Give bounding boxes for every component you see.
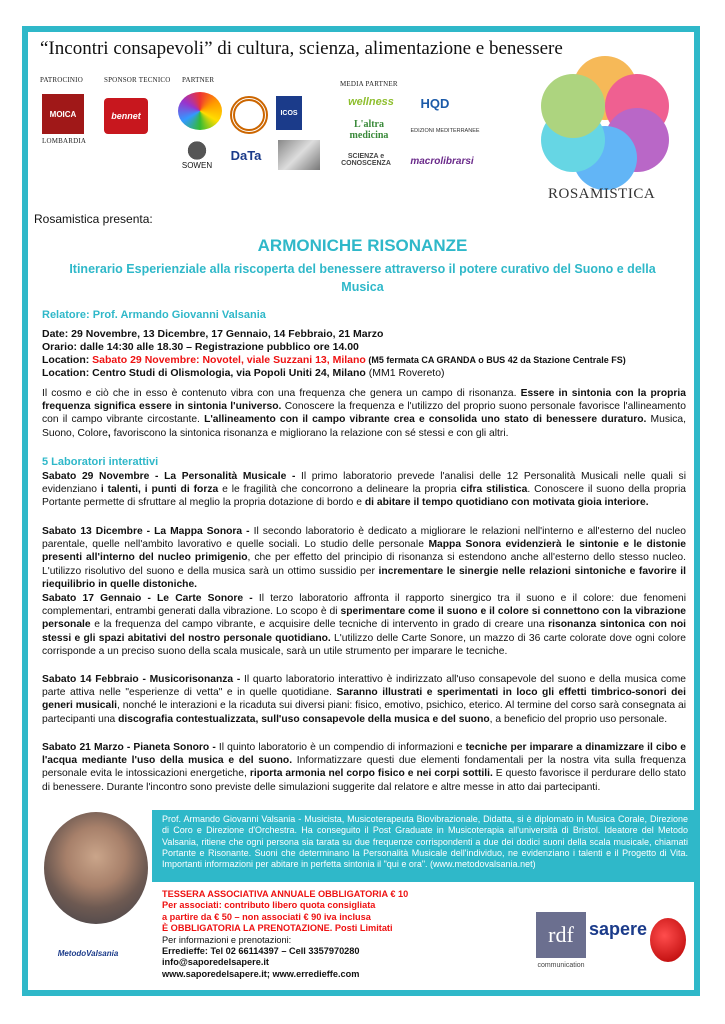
rosamistica-flower-logo — [530, 48, 680, 198]
edizioni-logo: EDIZIONI MEDITERRANEE — [410, 128, 480, 134]
location-2: Location: Centro Studi di Olismologia, via Popoli Uniti 24, Milano (MM1 Rovereto) — [42, 367, 445, 379]
lab-2: Sabato 13 Dicembre - La Mappa Sonora - Il secondo laboratorio è dedicato a migliorare le relazioni nell'interno e all'esterno del nucleo parentale, quelle nell'ambito lavorativo e quelle sociali. Lo studio delle personale Mappa Sonora evidenzierà le sintonie e le distonie presenti all'interno del nucleo primigenio, che per effetto del principio di risonanza si estendono anche all'esterno dello stesso nucleo. L'utilizzo risolutivo del suono e della musica sarà un ottimo sussidio per incrementare le sinergie nelle relazioni sintoniche e favorire il riequilibrio in quelle distoniche. — [42, 526, 687, 590]
metodo-valsania-logo: MetodoValsania — [52, 940, 124, 966]
bennet-logo: bennet — [104, 98, 148, 134]
intro-paragraph: Il cosmo e ciò che in esso è contenuto vibra con una frequenza che genera un campo di risonanza. Essere in sintonia con la propria frequenza significa essere in sintonia l'universo. Conoscere la frequenza e l'utilizzo del proprio suono personale favorisce l'allineamento con il campo vibrante circostante. L'allineamento con il campo vibrante crea e consolida uno stato di benessere duraturo. Musica, Suono, Colore, favoriscono la sintonica risonanza e migliorano la relazione con sé stessi e con gli altri. — [42, 388, 687, 439]
tessera-info — [162, 889, 408, 980]
sapere-logo: sapere — [592, 916, 644, 942]
subtitle: Itinerario Esperienziale alla riscoperta del benessere attraverso il potere curativo del Suono e della Musica — [69, 262, 656, 294]
lab-5: Sabato 21 Marzo - Pianeta Sonoro - Il quinto laboratorio è un compendio di informazioni e tecniche per imparare a dinamizzare il cibo e l'acqua mediante l'uso della musica e del suono. Informatizzare questi due elementi fondamentali per la nostra vita sulla frequenza personale evita le intossicazioni energetiche, riporta armonia nel corpo fisico e nei corpi sottili. E questo favorisce il perdurare dello stato di benessere. Durante l'incontro sono previste delle simulazioni suggerite dal relatore e altre messe in atto dai partecipanti. — [42, 742, 687, 793]
tessera-line: TESSERA ASSOCIATIVA ANNUALE OBBLIGATORIA € 10 — [162, 889, 409, 899]
rosamistica-brand: ROSAMISTICA — [548, 186, 656, 202]
bio-text: Prof. Armando Giovanni Valsania - Musicista, Musicoterapeuta Biovibrazionale, Didatta, si è diplomato in Musica Corale, Direzione di Coro e Direzione d'Orchestra. Ha conseguito il Post Graduate in Musicoterapia all'università di Bristol. Ideatore del Metodo Valsania, ritiene che ogni persona sia tarata su due frequenze corrispondenti a due dei dodici suoni della scala musicale, chiamati Portante e Risonante. Suoni che determinano la Personalità Musicale dell'individuo, ne evidenziano i talenti e il Progetto di Vita. Importanti informazioni per abitare in perfetta sintonia il "qui e ora". (www.metodovalsania.net) — [162, 814, 688, 870]
altra-medicina-logo: L'altra medicina — [349, 119, 389, 141]
sowen-logo: SOWEN — [180, 140, 214, 170]
scienza-conoscenza-logo: SCIENZA e CONOSCENZA — [341, 153, 391, 167]
rdf-logo: rdf — [536, 912, 586, 958]
cherry-icon — [650, 918, 686, 962]
label-media-partner: MEDIA PARTNER — [340, 80, 398, 88]
tessera-line: Per associati: contributo libero quota consigliata — [162, 900, 376, 911]
icos-logo: ICOS — [276, 96, 302, 130]
contacts-email[interactable]: info@saporedelsapere.it — [162, 957, 269, 968]
partner-box-logo — [278, 140, 320, 170]
data-logo: DaTa — [222, 142, 270, 168]
partner-rainbow-logo — [178, 92, 222, 130]
relatore: Relatore: Prof. Armando Giovanni Valsania — [42, 309, 266, 321]
contacts-web[interactable]: www.saporedelsapere.it; www.erredieffe.com — [162, 968, 360, 979]
moica-logo: MOICA — [42, 94, 84, 134]
location-1: Location: Sabato 29 Novembre: Novotel, viale Suzzani 13, Milano (M5 fermata CA GRANDA o BUS 42 da Stazione Centrale FS) — [42, 354, 626, 366]
label-patrocinio: PATROCINIO — [40, 76, 83, 84]
hqd-logo: HQD — [420, 95, 450, 111]
speaker-photo — [44, 812, 148, 924]
label-sponsor: SPONSOR TECNICO — [104, 76, 171, 84]
contacts-intro: Per informazioni e prenotazioni: — [162, 934, 292, 945]
intro-text: Rosamistica presenta: — [34, 212, 153, 226]
contacts-phone: Erredieffe: Tel 02 66114397 – Cell 3357970280 — [162, 946, 360, 957]
macrolibrarsi-logo: macrolibrarsi — [410, 155, 474, 167]
welness-logo: wellness — [348, 96, 394, 108]
lab-3: Sabato 17 Gennaio - Le Carte Sonore - Il terzo laboratorio affronta il rapporto sinergico tra il suono e il colore: due fenomeni complementari, entrambi generati dalla vibrazione. Lo scopo è di sperimentare come il suono e il colore si connettono con la vibrazione personale e la frequenza del campo vibrante, e acquisire delle tecniche di intervento in grado di creare una risonanza sintonica con noi stessi e gli spazi abitativi del nostro personale quotidiano. L'utilizzo delle Carte Sonore, un mazzo di 36 carte colorate dove ogni colore corrisponde a un preciso suono della scala musicale, sarà un utile strumento per imparare le tecniche. — [42, 593, 687, 657]
partner-spiral-logo — [230, 96, 268, 134]
header-title: “Incontri consapevoli” di cultura, scienza, alimentazione e benessere — [40, 38, 563, 59]
tessera-line: a partire da € 50 – non associati € 90 iva inclusa — [162, 911, 371, 922]
labs-title: 5 Laboratori interattivi — [42, 456, 159, 468]
main-title: ARMONICHE RISONANZE — [257, 236, 468, 255]
tessera-line: È OBBLIGATORIA LA PRENOTAZIONE. Posti Limitati — [162, 923, 393, 934]
lab-4: Sabato 14 Febbraio - Musicorisonanza - Il quarto laboratorio interattivo è indirizzato all'uso consapevole del suono e della musica come parte attiva nelle "esperienze di vetta" e in quelle quotidiane. Saranno illustrati e sperimentati in loco gli effetti timbrico-sonori dei generi musicali, nonché le interazioni e la ricaduta sui diversi piani: fisico, emotivo, psichico, eterico. Al termine del corso sarà consegnata ai partecipanti una discografia contestualizzata, sull'uso consapevole della musica e del suono, a beneficio del proprio uso personale. — [42, 674, 687, 725]
orario: Orario: dalle 14:30 alle 18.30 – Registrazione pubblico ore 14.00 — [42, 341, 359, 353]
dates: Date: 29 Novembre, 13 Dicembre, 17 Gennaio, 14 Febbraio, 21 Marzo — [42, 328, 384, 340]
lab-1: Sabato 29 Novembre - La Personalità Musicale - Il primo laboratorio prevede l'analisi delle 12 Personalità Musicali nelle quali si evidenziano i talenti, i punti di forza e le fragilità che concorrono a delineare la propria cifra stilistica. Conoscere il suono della propria Portante permette di sfruttare al meglio la propria dotazione di bordo e di abitare il tempo quotidiano con motivata gioia interiore. — [42, 471, 686, 509]
label-lombardia: LOMBARDIA — [42, 137, 87, 145]
rdf-communication: communication — [537, 961, 585, 969]
label-partner: PARTNER — [182, 76, 215, 84]
